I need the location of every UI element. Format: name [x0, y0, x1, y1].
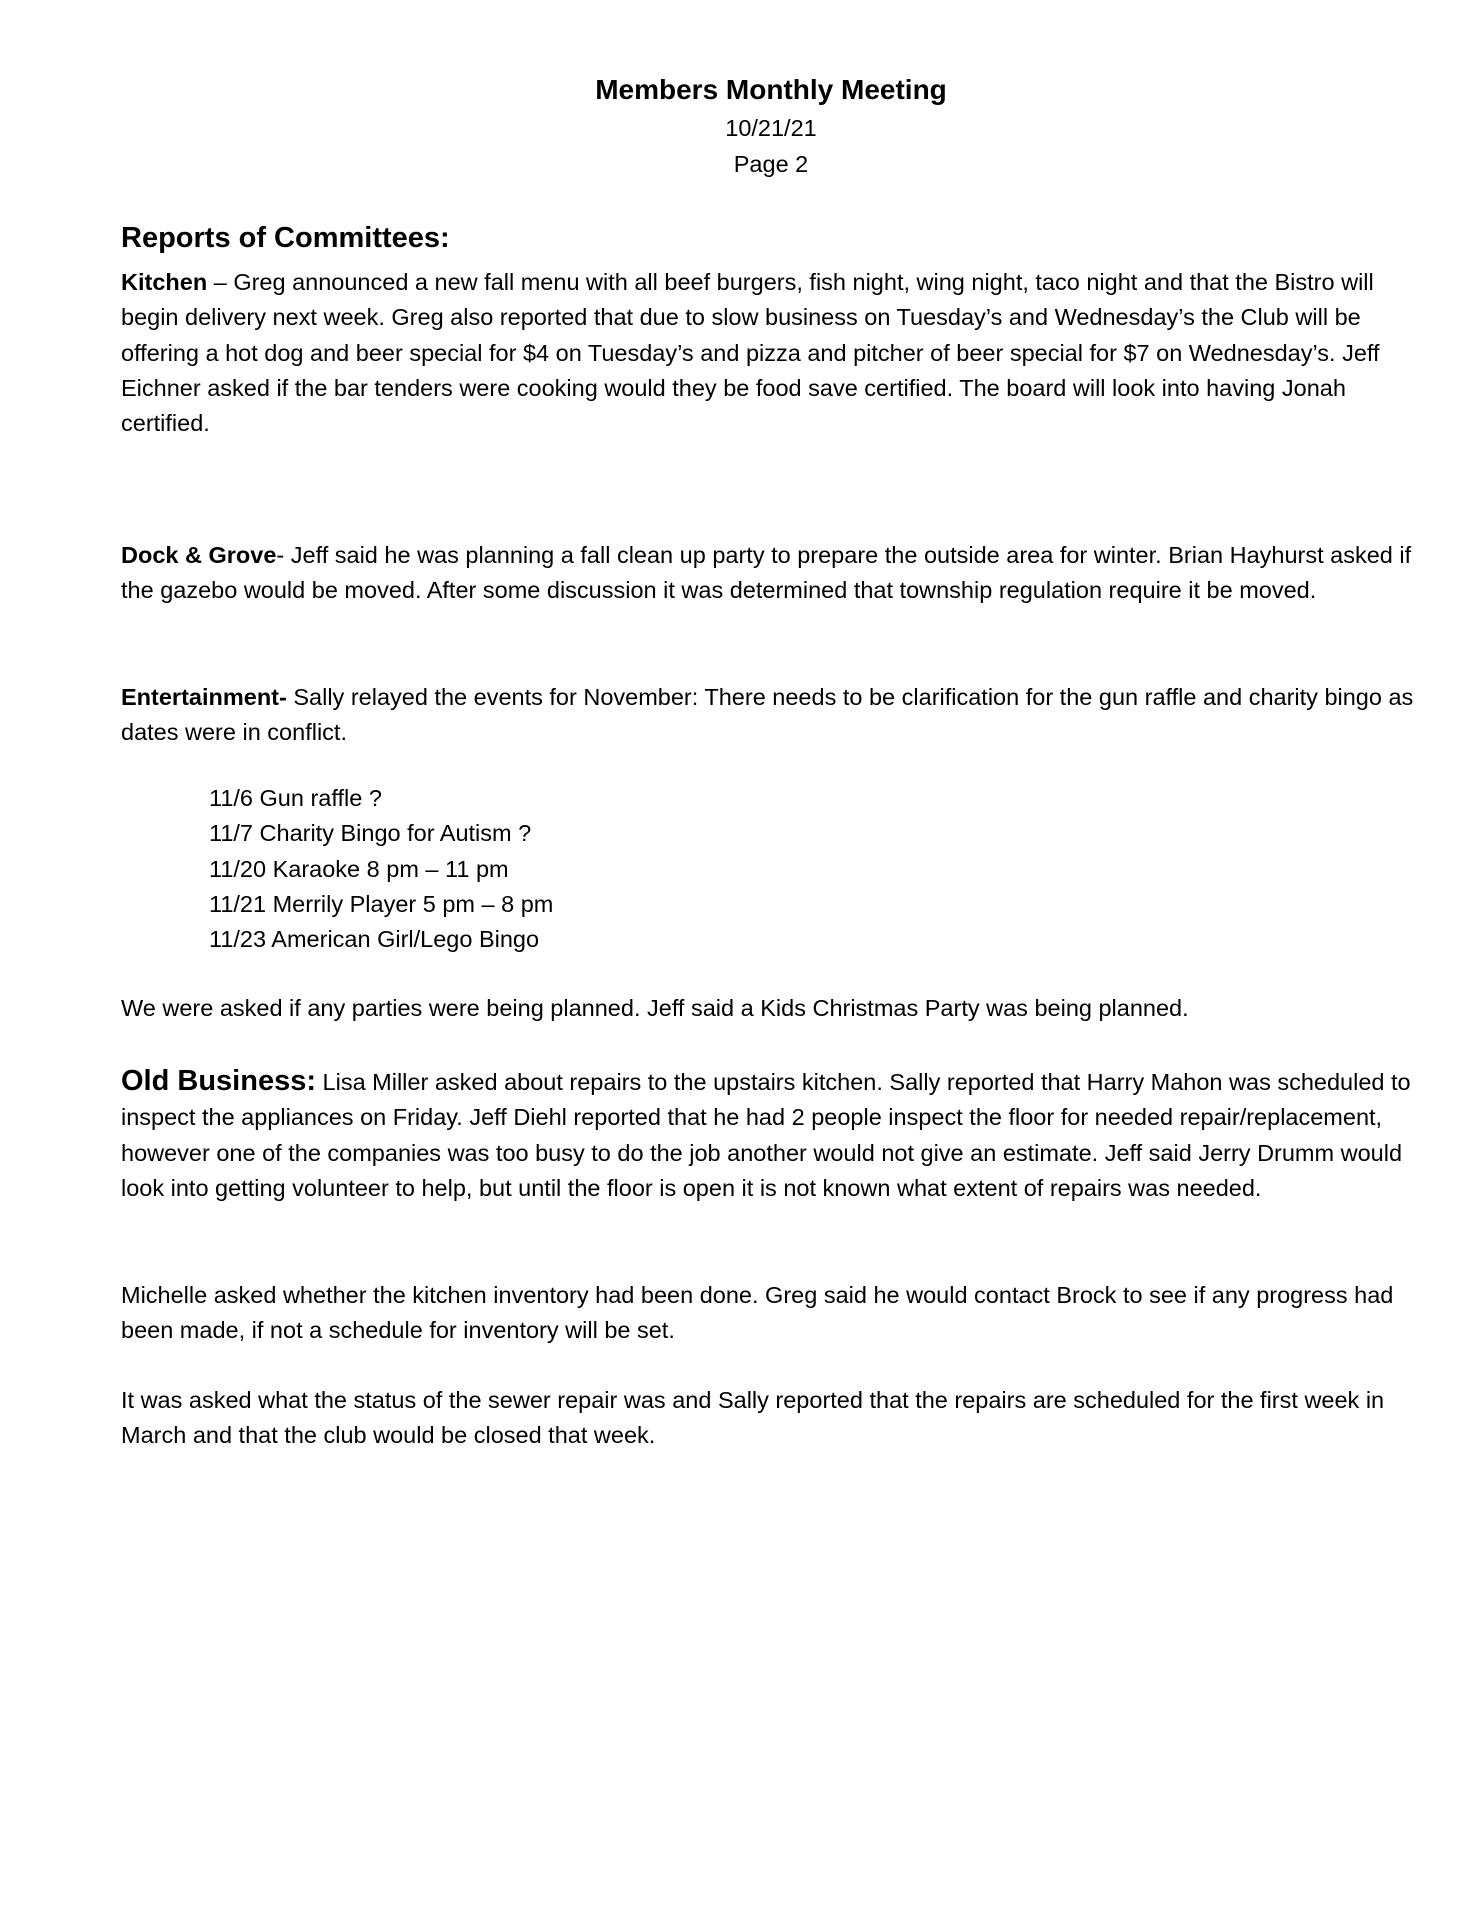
meeting-date: 10/21/21: [725, 115, 817, 141]
list-item: 11/7 Charity Bingo for Autism ?: [209, 820, 532, 847]
old-business-heading: Old Business:: [121, 1065, 316, 1097]
old-business: [121, 1064, 1421, 1206]
kitchen-label: Kitchen: [121, 269, 208, 295]
parties-followup: We were asked if any parties were being planned. Jeff said a Kids Christmas Party was being planned.: [121, 995, 1189, 1021]
list-item: 11/6 Gun raffle ?: [209, 785, 382, 811]
document-title: Members Monthly Meeting: [595, 74, 947, 105]
sewer-paragraph: It was asked what the status of the sewer repair was and Sally reported that the repairs are scheduled for the first week in March and that the club would be closed that week.: [121, 1387, 1385, 1449]
reports-heading: Reports of Committees:: [121, 222, 450, 254]
kitchen-report: [121, 265, 1421, 441]
old-business-text: Lisa Miller asked about repairs to the upstairs kitchen. Sally reported that Harry Mahon was scheduled to inspect the appliances on Friday. Jeff Diehl reported that he had 2 people inspect the floor for needed repair/replacement, however one of the companies was too busy to do the job another would not give an estimate. Jeff said Jerry Drumm would look into getting volunteer to help, but until the floor is open it is not known what extent of repairs was needed.: [121, 1069, 1411, 1201]
page-number: Page 2: [733, 151, 809, 177]
list-item: 11/21 Merrily Player 5 pm – 8 pm: [209, 890, 554, 917]
entertainment-text: Sally relayed the events for November: There needs to be clarification for the gun raffle and charity bingo as dates were in conflict.: [121, 684, 1414, 746]
entertainment-report: [121, 680, 1421, 751]
dock-grove-report: [121, 538, 1421, 609]
list-item: 11/20 Karaoke 8 pm – 11 pm: [209, 855, 509, 882]
inventory-paragraph: Michelle asked whether the kitchen inventory had been done. Greg said he would contact Brock to see if any progress had been made, if not a schedule for inventory will be set.: [121, 1282, 1394, 1344]
document-header: [121, 70, 1421, 182]
dock-grove-text: - Jeff said he was planning a fall clean up party to prepare the outside area for winter. Brian Hayhurst asked if the gazebo would be moved. After some discussion it was determined that township regulation require it be moved.: [121, 542, 1412, 604]
kitchen-text: – Greg announced a new fall menu with all beef burgers, fish night, wing night, taco night and that the Bistro will begin delivery next week. Greg also reported that due to slow business on Tuesday’s and Wednesday’s the Club will be offering a hot dog and beer special for $4 on Tuesday’s and pizza and pitcher of beer special for $7 on Wednesday’s. Jeff Eichner asked if the bar tenders were cooking would they be food save certified. The board will look into having Jonah certified.: [121, 269, 1380, 437]
entertainment-label: Entertainment-: [121, 684, 287, 710]
dock-grove-label: Dock & Grove: [121, 542, 277, 568]
list-item: 11/23 American Girl/Lego Bingo: [209, 926, 540, 953]
november-events-list: [209, 781, 553, 957]
